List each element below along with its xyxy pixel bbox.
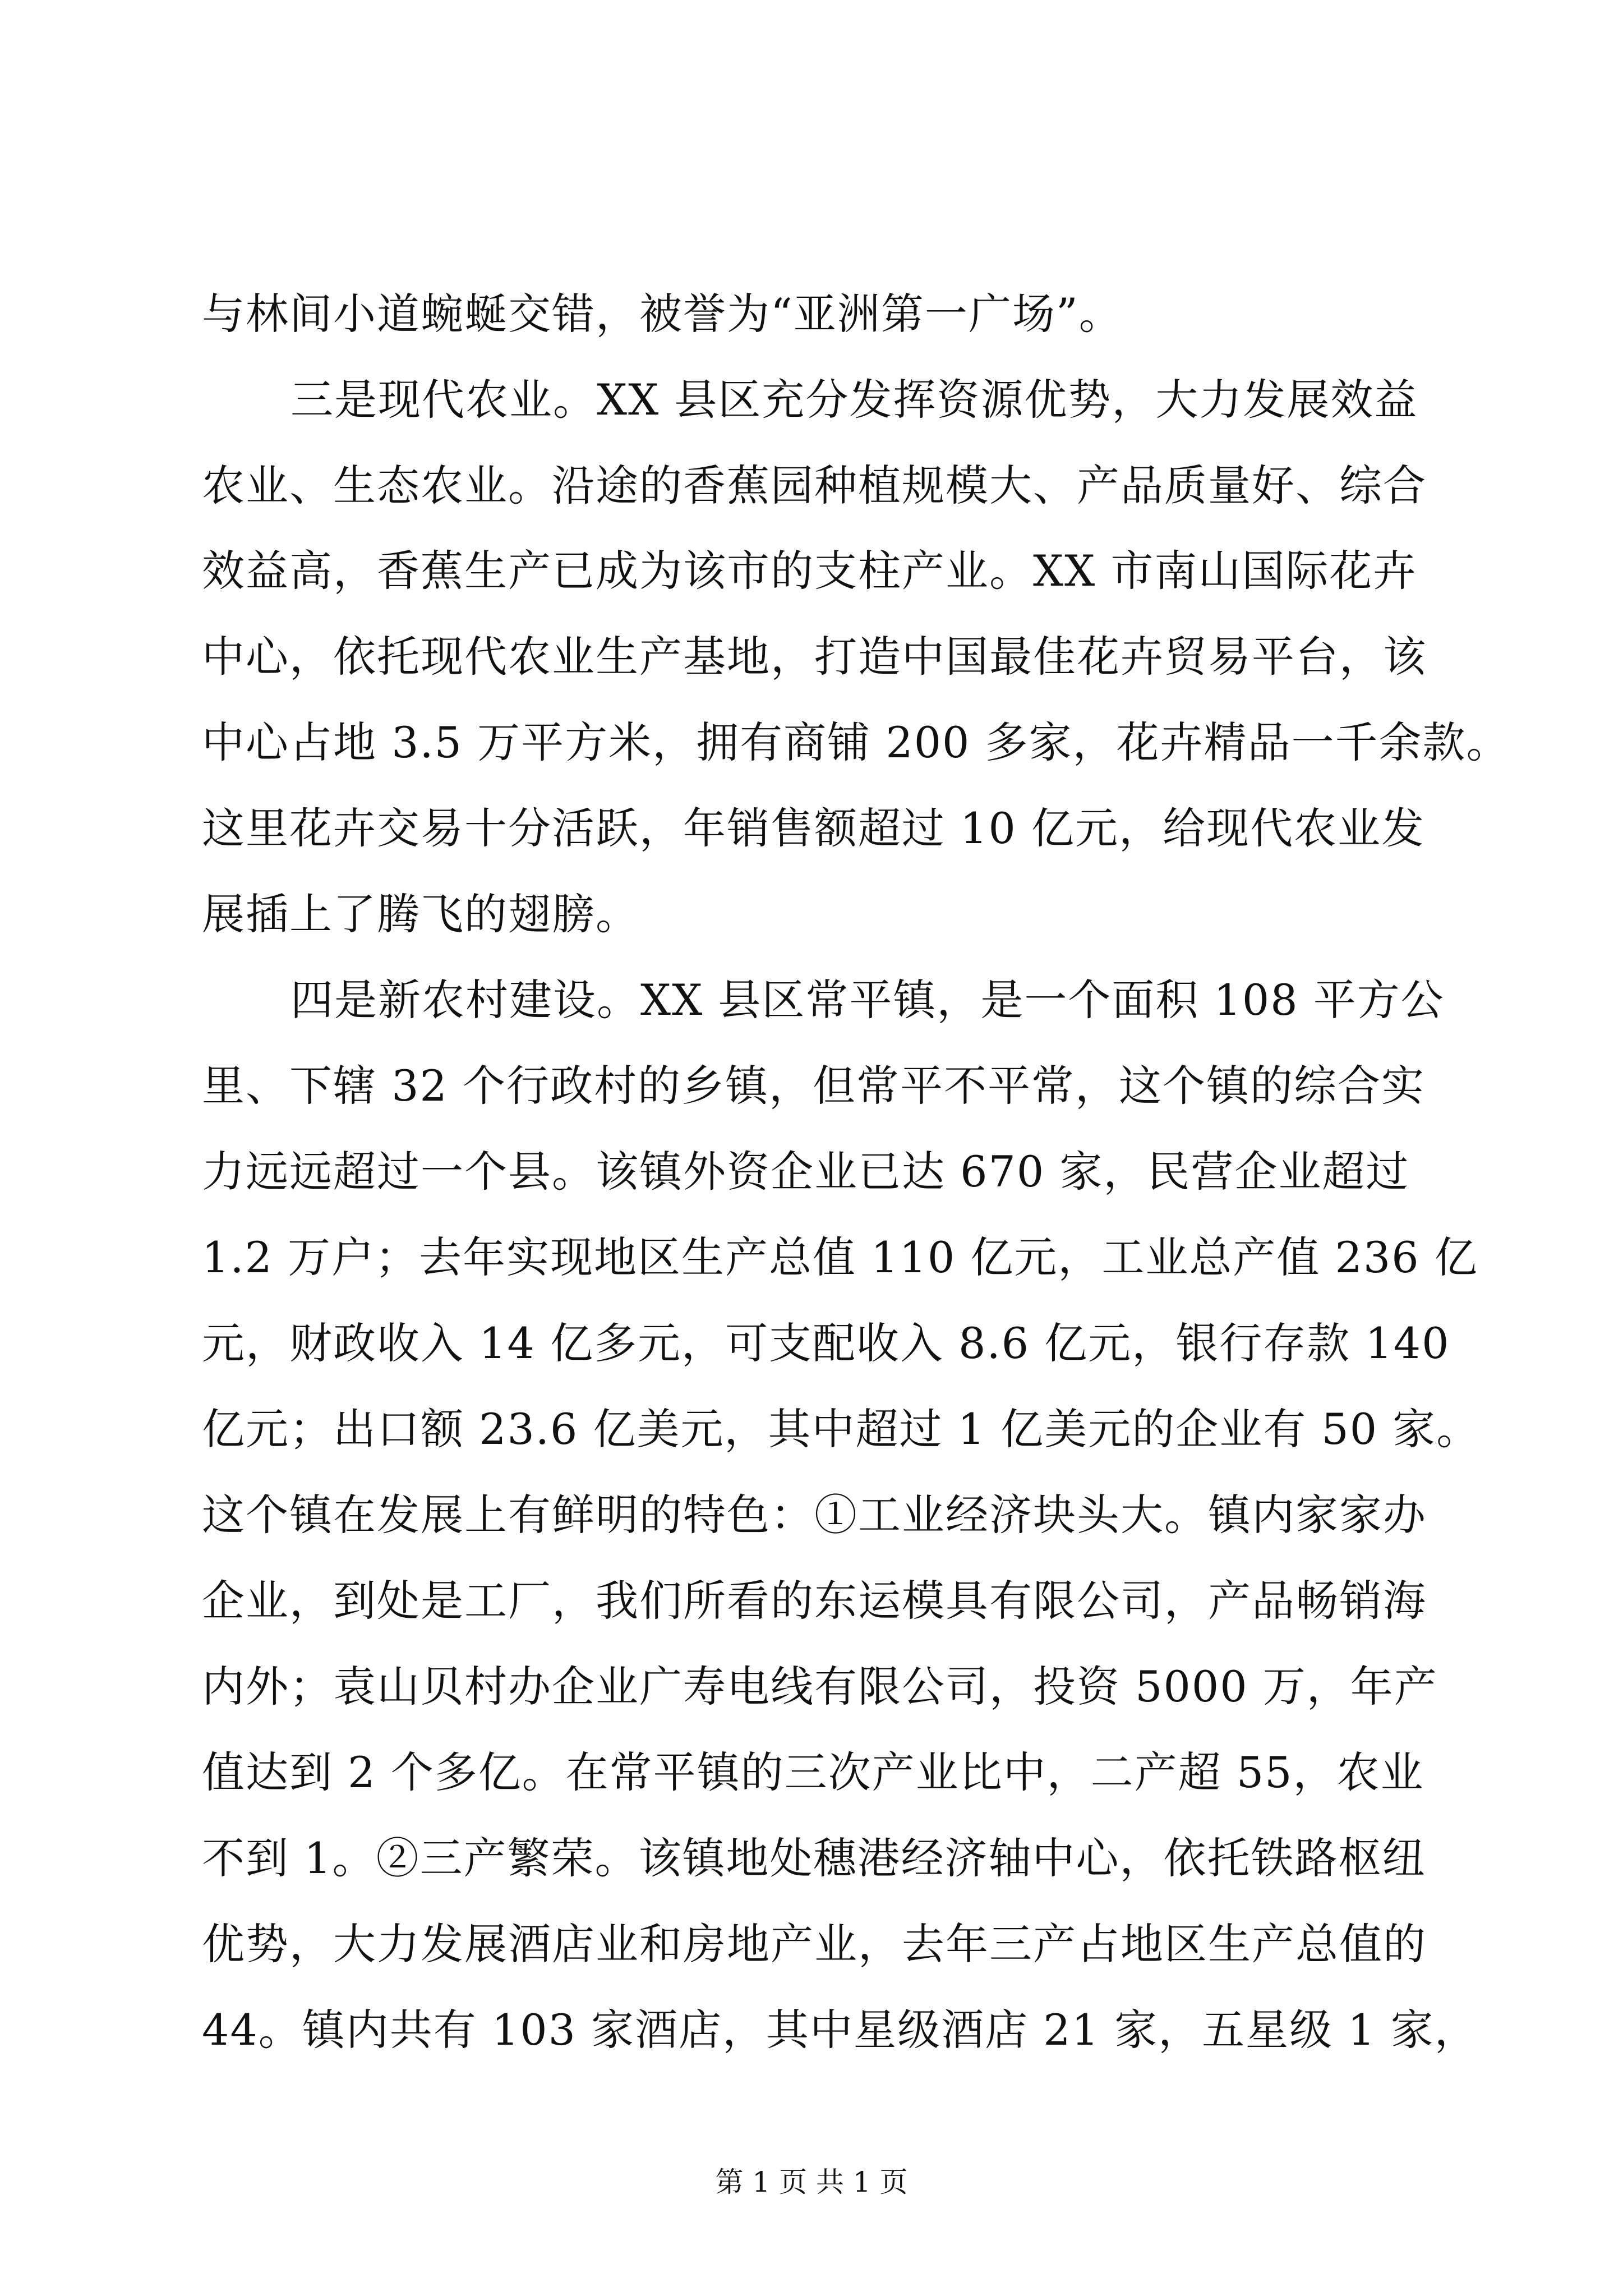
text-line: 值达到 2 个多亿。在常平镇的三次产业比中，二产超 55，农业	[202, 1747, 1424, 1797]
text-line: 优势，大力发展酒店业和房地产业，去年三产占地区生产总值的	[202, 1919, 1427, 1969]
text-line: 这里花卉交易十分活跃，年销售额超过 10 亿元，给现代农业发	[202, 803, 1426, 853]
text-line: 农业、生态农业。沿途的香蕉园种植规模大、产品质量好、综合	[202, 461, 1427, 510]
text-line: 44。镇内共有 103 家酒店，其中星级酒店 21 家，五星级 1 家，	[202, 2005, 1478, 2055]
paragraph-modern-agriculture-line: 三是现代农业。XX 县区充分发挥资源优势，大力发展效益	[291, 375, 1418, 425]
text-line: 元，财政收入 14 亿多元，可支配收入 8.6 亿元，银行存款 140	[202, 1318, 1450, 1368]
text-line: 中心占地 3.5 万平方米，拥有商铺 200 多家，花卉精品一千余款。	[202, 717, 1510, 767]
text-line: 与林间小道蜿蜒交错，被誉为“亚洲第一广场”。	[202, 289, 1123, 339]
paragraph-new-countryside-line: 四是新农村建设。XX 县区常平镇，是一个面积 108 平方公	[291, 975, 1445, 1025]
text-line: 1.2 万户；去年实现地区生产总值 110 亿元，工业总产值 236 亿	[202, 1232, 1478, 1282]
text-line: 这个镇在发展上有鲜明的特色：①工业经济块头大。镇内家家办	[202, 1490, 1427, 1540]
text-line: 不到 1。②三产繁荣。该镇地处穗港经济轴中心，依托铁路枢纽	[202, 1833, 1426, 1883]
text-line: 内外；袁山贝村办企业广寿电线有限公司，投资 5000 万，年产	[202, 1662, 1438, 1711]
text-line: 力远远超过一个县。该镇外资企业已达 670 家，民营企业超过	[202, 1147, 1410, 1197]
text-line: 里、下辖 32 个行政村的乡镇，但常平不平常，这个镇的综合实	[202, 1061, 1426, 1111]
text-line: 企业，到处是工厂，我们所看的东运模具有限公司，产品畅销海	[202, 1576, 1427, 1626]
text-line: 中心，依托现代农业生产基地，打造中国最佳花卉贸易平台，该	[202, 632, 1427, 682]
page-number-footer: 第 1 页 共 1 页	[715, 2166, 908, 2198]
text-line: 亿元；出口额 23.6 亿美元，其中超过 1 亿美元的企业有 50 家。	[202, 1404, 1481, 1454]
text-line: 展插上了腾飞的翅膀。	[202, 889, 639, 939]
text-line: 效益高，香蕉生产已成为该市的支柱产业。XX 市南山国际花卉	[202, 546, 1417, 596]
